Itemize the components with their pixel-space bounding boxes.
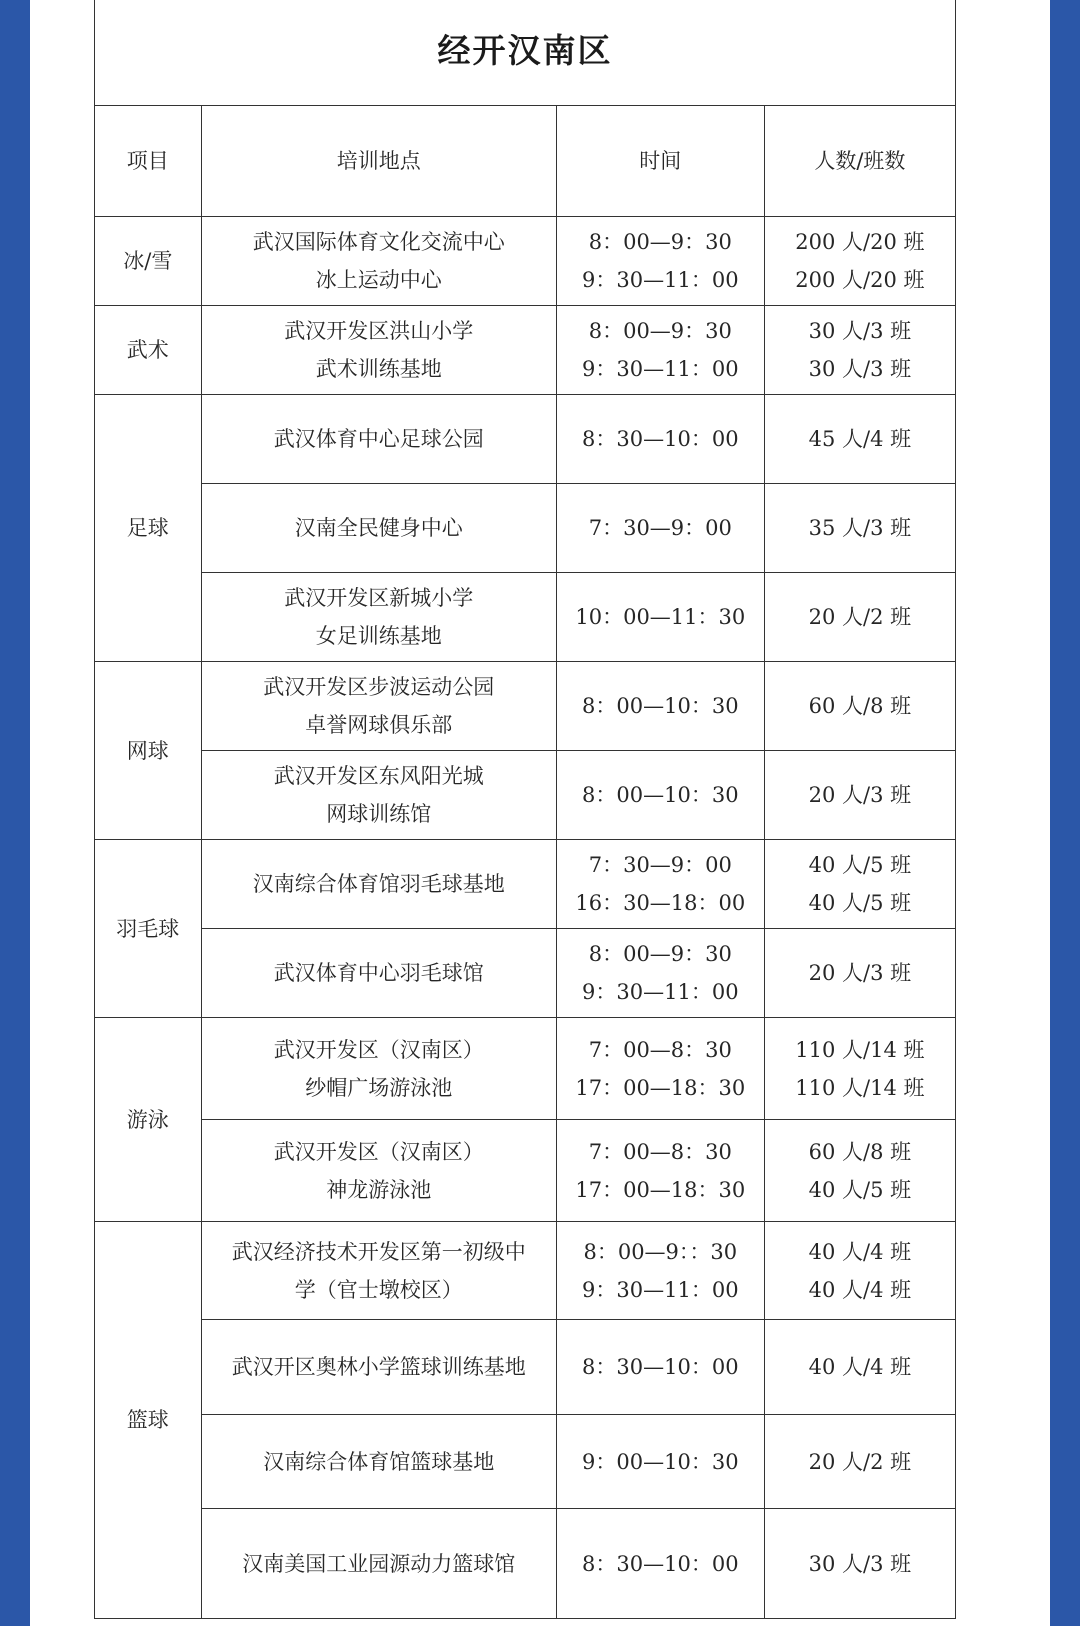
time-cell bbox=[556, 1415, 764, 1509]
count-line: 60 人/8 班 bbox=[808, 1139, 912, 1164]
count-cell bbox=[764, 306, 955, 395]
count-cell bbox=[764, 484, 955, 573]
table-row bbox=[95, 1120, 956, 1222]
time-cell bbox=[556, 1320, 764, 1415]
time-line: 8：00—9：30 bbox=[588, 942, 732, 966]
count-line: 40 人/5 班 bbox=[808, 1177, 912, 1202]
count-cell bbox=[764, 1018, 955, 1120]
time-line: 7：30—9：00 bbox=[588, 853, 732, 877]
time-line: 7：00—8：30 bbox=[588, 1037, 732, 1062]
location-cell bbox=[201, 217, 556, 306]
location-cell bbox=[201, 1018, 556, 1120]
location-line: 卓誉网球俱乐部 bbox=[305, 713, 453, 737]
time-line: 10：00—11：30 bbox=[575, 605, 746, 629]
location-line: 汉南综合体育馆篮球基地 bbox=[263, 1449, 495, 1474]
count-line: 40 人/5 班 bbox=[808, 853, 912, 877]
location-line: 汉南美国工业园源动力篮球馆 bbox=[242, 1551, 516, 1576]
time-line: 9：30—11：00 bbox=[582, 268, 739, 292]
location-line: 武汉国际体育文化交流中心 bbox=[252, 230, 505, 254]
count-cell bbox=[764, 929, 955, 1018]
time-line: 9：30—11：00 bbox=[582, 1277, 739, 1302]
count-cell bbox=[764, 573, 955, 662]
project-cell: 武术 bbox=[95, 306, 202, 395]
location-cell bbox=[201, 840, 556, 929]
location-cell bbox=[201, 1222, 556, 1320]
time-cell bbox=[556, 573, 764, 662]
table-row bbox=[95, 1222, 956, 1320]
time-cell bbox=[556, 1509, 764, 1619]
time-cell bbox=[556, 217, 764, 306]
right-blue-border bbox=[1050, 0, 1080, 1626]
time-cell bbox=[556, 662, 764, 751]
location-cell bbox=[201, 1415, 556, 1509]
location-cell bbox=[201, 929, 556, 1018]
location-line: 武汉开发区步波运动公园 bbox=[263, 675, 495, 699]
count-line: 30 人/3 班 bbox=[808, 357, 912, 381]
table-row bbox=[95, 929, 956, 1018]
count-line: 40 人/5 班 bbox=[808, 891, 912, 915]
time-cell bbox=[556, 751, 764, 840]
project-cell: 游泳 bbox=[95, 1018, 202, 1222]
time-cell bbox=[556, 306, 764, 395]
project-cell: 网球 bbox=[95, 662, 202, 840]
table-row bbox=[95, 484, 956, 573]
location-cell bbox=[201, 573, 556, 662]
location-cell bbox=[201, 395, 556, 484]
training-schedule-table bbox=[94, 0, 956, 1619]
time-line: 16：30—18：00 bbox=[575, 891, 746, 915]
location-cell bbox=[201, 1509, 556, 1619]
count-line: 20 人/3 班 bbox=[808, 783, 912, 807]
schedule-body bbox=[95, 217, 956, 1619]
count-cell bbox=[764, 395, 955, 484]
count-cell bbox=[764, 1222, 955, 1320]
count-line: 40 人/4 班 bbox=[808, 1355, 912, 1379]
location-line: 学（官士墩校区） bbox=[294, 1277, 463, 1302]
location-line: 武术训练基地 bbox=[315, 357, 442, 381]
count-line: 40 人/4 班 bbox=[808, 1239, 912, 1264]
location-line: 冰上运动中心 bbox=[315, 268, 442, 292]
location-line: 武汉经济技术开发区第一初级中 bbox=[231, 1239, 526, 1264]
location-line: 武汉开区奥林小学篮球训练基地 bbox=[231, 1355, 526, 1379]
header-location: 培训地点 bbox=[201, 106, 556, 217]
time-line: 9：30—11：00 bbox=[582, 357, 739, 381]
time-line: 8：30—10：00 bbox=[582, 427, 739, 451]
table-title: 经开汉南区 bbox=[95, 0, 956, 106]
location-line: 武汉体育中心足球公园 bbox=[273, 427, 484, 451]
count-line: 45 人/4 班 bbox=[808, 427, 912, 451]
time-line: 9：00—10：30 bbox=[582, 1449, 739, 1474]
count-line: 20 人/2 班 bbox=[808, 605, 912, 629]
time-line: 7：00—8：30 bbox=[588, 1139, 732, 1164]
table-row bbox=[95, 1320, 956, 1415]
count-line: 110 人/14 班 bbox=[795, 1075, 925, 1100]
location-line: 武汉开发区（汉南区） bbox=[273, 1139, 484, 1164]
time-line: 8：30—10：00 bbox=[582, 1355, 739, 1379]
count-line: 35 人/3 班 bbox=[808, 516, 912, 540]
location-line: 武汉开发区（汉南区） bbox=[273, 1037, 484, 1062]
count-line: 20 人/2 班 bbox=[808, 1449, 912, 1474]
count-cell bbox=[764, 217, 955, 306]
count-cell bbox=[764, 1415, 955, 1509]
location-line: 武汉体育中心羽毛球馆 bbox=[273, 961, 484, 985]
header-time: 时间 bbox=[556, 106, 764, 217]
count-line: 60 人/8 班 bbox=[808, 694, 912, 718]
document-sheet bbox=[30, 0, 1050, 1626]
time-cell bbox=[556, 840, 764, 929]
location-cell bbox=[201, 306, 556, 395]
count-line: 40 人/4 班 bbox=[808, 1277, 912, 1302]
table-row bbox=[95, 840, 956, 929]
count-line: 110 人/14 班 bbox=[795, 1037, 925, 1062]
project-cell: 羽毛球 bbox=[95, 840, 202, 1018]
location-line: 武汉开发区新城小学 bbox=[284, 586, 474, 610]
count-cell bbox=[764, 840, 955, 929]
location-cell bbox=[201, 662, 556, 751]
count-cell bbox=[764, 1120, 955, 1222]
table-row bbox=[95, 573, 956, 662]
table-row bbox=[95, 306, 956, 395]
header-row bbox=[95, 106, 956, 217]
count-line: 200 人/20 班 bbox=[795, 268, 925, 292]
table-row bbox=[95, 217, 956, 306]
table-row bbox=[95, 1018, 956, 1120]
time-line: 17：00—18：30 bbox=[575, 1177, 746, 1202]
time-cell bbox=[556, 1018, 764, 1120]
time-cell bbox=[556, 484, 764, 573]
header-project: 项目 bbox=[95, 106, 202, 217]
location-line: 汉南全民健身中心 bbox=[294, 516, 463, 540]
count-line: 20 人/3 班 bbox=[808, 961, 912, 985]
location-line: 纱帽广场游泳池 bbox=[305, 1075, 453, 1100]
count-cell bbox=[764, 662, 955, 751]
time-line: 7：30—9：00 bbox=[588, 516, 732, 540]
table-row bbox=[95, 662, 956, 751]
time-line: 8：00—10：30 bbox=[582, 783, 739, 807]
header-count: 人数/班数 bbox=[764, 106, 955, 217]
count-line: 200 人/20 班 bbox=[795, 230, 925, 254]
table-row bbox=[95, 395, 956, 484]
time-cell bbox=[556, 395, 764, 484]
location-line: 武汉开发区洪山小学 bbox=[284, 319, 474, 343]
project-cell: 足球 bbox=[95, 395, 202, 662]
time-cell bbox=[556, 1222, 764, 1320]
location-line: 神龙游泳池 bbox=[326, 1177, 432, 1202]
project-cell: 篮球 bbox=[95, 1222, 202, 1619]
time-line: 9：30—11：00 bbox=[582, 980, 739, 1004]
location-line: 女足训练基地 bbox=[315, 624, 442, 648]
time-line: 17：00—18：30 bbox=[575, 1075, 746, 1100]
project-cell: 冰/雪 bbox=[95, 217, 202, 306]
time-line: 8：00—9：30 bbox=[588, 230, 732, 254]
count-line: 30 人/3 班 bbox=[808, 1551, 912, 1576]
title-row bbox=[95, 0, 956, 106]
location-line: 汉南综合体育馆羽毛球基地 bbox=[252, 872, 505, 896]
location-cell bbox=[201, 751, 556, 840]
location-cell bbox=[201, 484, 556, 573]
count-cell bbox=[764, 1320, 955, 1415]
table-row bbox=[95, 751, 956, 840]
location-line: 网球训练馆 bbox=[326, 802, 432, 826]
count-line: 30 人/3 班 bbox=[808, 319, 912, 343]
time-line: 8：00—10：30 bbox=[582, 694, 739, 718]
left-blue-border bbox=[0, 0, 30, 1626]
table-row bbox=[95, 1415, 956, 1509]
location-cell bbox=[201, 1320, 556, 1415]
time-cell bbox=[556, 929, 764, 1018]
time-cell bbox=[556, 1120, 764, 1222]
location-cell bbox=[201, 1120, 556, 1222]
table-row bbox=[95, 1509, 956, 1619]
time-line: 8：00—9：30 bbox=[588, 319, 732, 343]
count-cell bbox=[764, 751, 955, 840]
time-line: 8：00—9：：30 bbox=[583, 1239, 738, 1264]
location-line: 武汉开发区东风阳光城 bbox=[273, 764, 484, 788]
time-line: 8：30—10：00 bbox=[582, 1551, 739, 1576]
count-cell bbox=[764, 1509, 955, 1619]
